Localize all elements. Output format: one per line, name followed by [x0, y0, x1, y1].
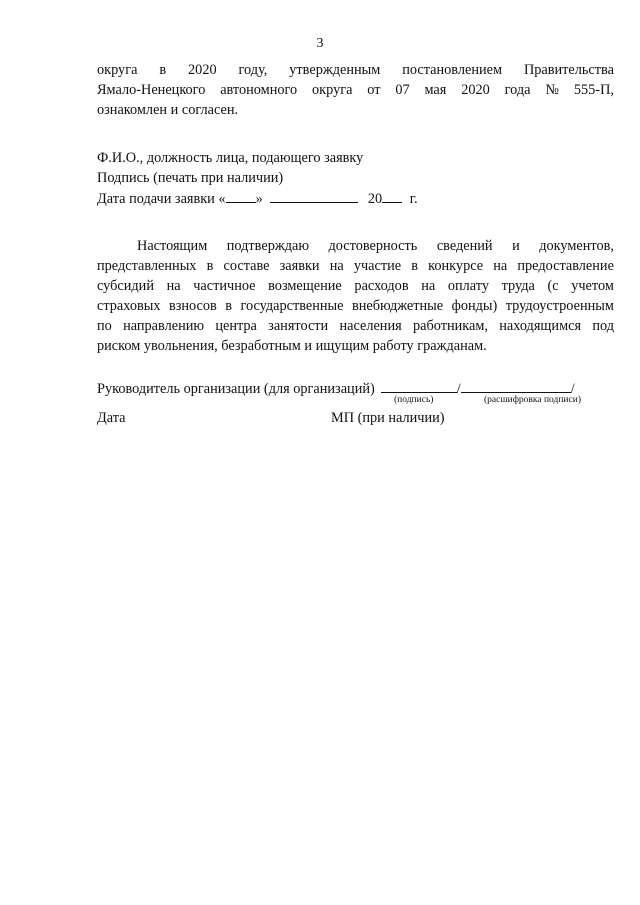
word: в [159, 62, 167, 78]
word: на [493, 258, 508, 274]
word: автономного [220, 82, 298, 98]
applicant-signature-seal: Подпись (печать при наличии) [97, 170, 284, 186]
word: 2020 [461, 82, 490, 98]
word: внебюджетные [351, 298, 444, 314]
signature-decoding-blank[interactable] [461, 378, 571, 393]
word: страховых [97, 298, 161, 314]
confirm-line-6: риском увольнения, безработным и ищущим работу гражданам. [97, 338, 487, 354]
word: постановлением [402, 62, 503, 78]
word: в [411, 258, 419, 274]
word: учетом [571, 278, 614, 294]
word: 2020 [188, 62, 217, 78]
word: 555-П, [573, 82, 614, 98]
word: году, [238, 62, 268, 78]
word: находящимся [499, 318, 582, 334]
word: конкурсе [428, 258, 484, 274]
slash-separator: / [456, 381, 461, 397]
word: на [166, 278, 181, 294]
word: на [421, 278, 436, 294]
word: составе [223, 258, 270, 274]
word: представленных [97, 258, 197, 274]
word: в [225, 298, 233, 314]
caption-signature: (подпись) [394, 395, 434, 405]
word: Настоящим [137, 238, 208, 254]
intro-line-2 [97, 80, 614, 100]
confirm-line-2 [97, 256, 614, 276]
word: оплату [447, 278, 489, 294]
applicant-block [97, 148, 418, 209]
word: достоверность [328, 238, 418, 254]
date-prefix: Дата подачи заявки « [97, 191, 226, 207]
word: работникам, [412, 318, 488, 334]
confirm-line-5 [97, 316, 614, 336]
word: от [367, 82, 381, 98]
word: субсидий [97, 278, 154, 294]
caption-decoding: (расшифровка подписи) [484, 395, 581, 405]
head-label: Руководитель организации (для организаций) [97, 381, 375, 397]
day-blank[interactable] [226, 188, 256, 203]
word: в [206, 258, 214, 274]
date-mid: » [255, 191, 263, 207]
word: утвержденным [289, 62, 381, 78]
word: занятости [268, 318, 329, 334]
word: на [329, 258, 344, 274]
page-number: 3 [316, 36, 324, 51]
word: Ямало-Ненецкого [97, 82, 206, 98]
word: заявки [279, 258, 320, 274]
word: и [512, 238, 520, 254]
word: взносов [168, 298, 217, 314]
word: округа [312, 82, 353, 98]
word: (с [547, 278, 559, 294]
word: трудоустроенным [505, 298, 614, 314]
word: труда [501, 278, 535, 294]
slash-separator: / [570, 381, 575, 397]
word: населения [339, 318, 402, 334]
word: № [545, 82, 560, 98]
word: расходов [354, 278, 409, 294]
confirm-line-4 [97, 296, 614, 316]
word: документов, [539, 238, 614, 254]
year-suffix: г. [409, 191, 418, 207]
word: сведений [436, 238, 493, 254]
word: под [592, 318, 614, 334]
year-prefix: 20 [367, 191, 383, 207]
word: возмещение [268, 278, 342, 294]
word: предоставление [517, 258, 614, 274]
stamp-label: МП (при наличии) [331, 410, 445, 426]
word: фонды) [451, 298, 498, 314]
word: года [504, 82, 531, 98]
word: округа [97, 62, 138, 78]
signature-blank[interactable] [381, 378, 457, 393]
word: государственные [240, 298, 344, 314]
confirmation-paragraph [97, 236, 614, 356]
intro-line-3: ознакомлен и согласен. [97, 102, 239, 118]
word: по [97, 318, 112, 334]
word: Правительства [523, 62, 614, 78]
intro-line-1 [97, 60, 614, 80]
word: направлению [123, 318, 205, 334]
word: частичное [193, 278, 256, 294]
confirm-line-1 [97, 236, 614, 256]
month-blank[interactable] [270, 188, 358, 203]
applicant-name-position: Ф.И.О., должность лица, подающего заявку [97, 150, 364, 166]
date-label: Дата [97, 410, 126, 426]
year-blank[interactable] [382, 188, 402, 203]
intro-paragraph [97, 60, 614, 120]
word: 07 [395, 82, 410, 98]
word: мая [424, 82, 447, 98]
word: подтверждаю [226, 238, 310, 254]
word: участие [353, 258, 402, 274]
word: центра [215, 318, 257, 334]
application-date-line [97, 188, 418, 209]
signature-block [97, 378, 614, 426]
confirm-line-3 [97, 276, 614, 296]
